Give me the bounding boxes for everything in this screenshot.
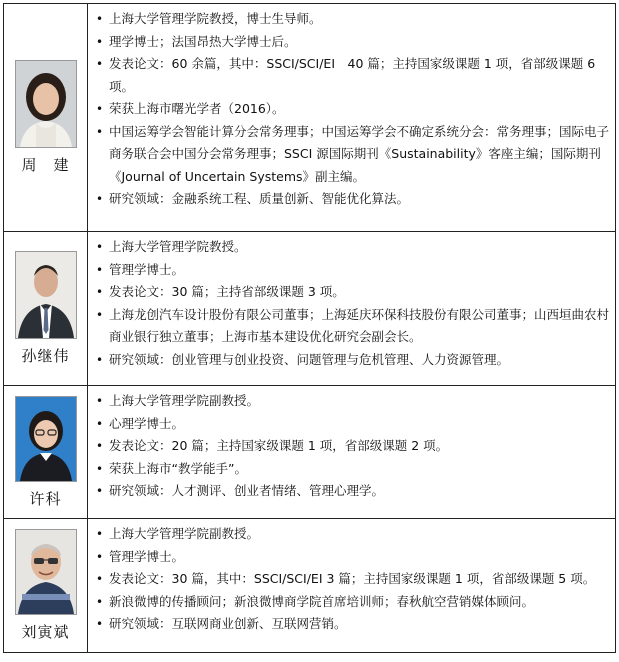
person-name: 周 建	[21, 156, 70, 174]
table-row	[4, 519, 616, 653]
list-item: • 发表论文：20 篇；主持国家级课题 1 项，省部级课题 2 项。	[96, 435, 609, 458]
photo-sun-jiwei	[15, 251, 77, 339]
list-item: • 上海龙创汽车设计股份有限公司董事；上海延庆环保科技股份有限公司董事；山西垣曲农村商业银行独立董事；上海市基本建设优化研究会副会长。	[96, 304, 609, 349]
portrait-woman-icon	[16, 61, 76, 147]
portrait-woman-glasses-icon	[16, 397, 76, 481]
profile-cell	[4, 4, 88, 232]
photo-xu-ke	[15, 396, 77, 482]
photo-zhou-jian	[15, 60, 77, 148]
profile-details	[88, 519, 616, 653]
list-item: • 上海大学管理学院教授，博士生导师。	[96, 8, 609, 31]
list-item: • 发表论文：60 余篇，其中：SSCI/SCI/EI 40 篇；主持国家级课题 1 项，省部级课题 6 项。	[96, 53, 609, 98]
list-item: • 研究领域：互联网商业创新、互联网营销。	[96, 613, 609, 636]
profile-details	[88, 4, 616, 232]
faculty-table-container	[3, 3, 616, 655]
list-item: • 心理学博士。	[96, 413, 609, 436]
list-item: • 上海大学管理学院副教授。	[96, 390, 609, 413]
profile-cell	[4, 519, 88, 653]
faculty-table	[3, 3, 616, 653]
detail-list	[88, 519, 615, 640]
list-item: • 理学博士；法国昂热大学博士后。	[96, 31, 609, 54]
profile-cell	[4, 232, 88, 386]
profile-details	[88, 386, 616, 519]
list-item: • 发表论文：30 篇；主持省部级课题 3 项。	[96, 281, 609, 304]
list-item: • 荣获上海市曙光学者（2016）。	[96, 98, 609, 121]
portrait-man-glasses-icon	[16, 530, 76, 614]
person-name: 孙继伟	[21, 347, 70, 365]
detail-list	[88, 232, 615, 375]
table-row	[4, 232, 616, 386]
profile-details	[88, 232, 616, 386]
list-item: • 新浪微博的传播顾问；新浪微博商学院首席培训师；春秋航空营销媒体顾问。	[96, 591, 609, 614]
list-item: • 管理学博士。	[96, 546, 609, 569]
list-item: • 研究领域：人才测评、创业者情绪、管理心理学。	[96, 480, 609, 503]
profile-cell	[4, 386, 88, 519]
list-item: • 上海大学管理学院教授。	[96, 236, 609, 259]
portrait-man-suit-icon	[16, 252, 76, 338]
detail-list	[88, 386, 615, 507]
table-row	[4, 4, 616, 232]
list-item: • 上海大学管理学院副教授。	[96, 523, 609, 546]
person-name: 刘寅斌	[21, 623, 70, 641]
list-item: • 研究领域：金融系统工程、质量创新、智能优化算法。	[96, 188, 609, 211]
table-row	[4, 386, 616, 519]
photo-liu-yinbin	[15, 529, 77, 615]
list-item: • 研究领域：创业管理与创业投资、问题管理与危机管理、人力资源管理。	[96, 349, 609, 372]
person-name: 许科	[29, 489, 62, 508]
list-item: • 荣获上海市“教学能手”。	[96, 458, 609, 481]
list-item: • 发表论文：30 篇，其中：SSCI/SCI/EI 3 篇；主持国家级课题 1 项，省部级课题 5 项。	[96, 568, 609, 591]
list-item: • 中国运筹学会智能计算分会常务理事；中国运筹学会不确定系统分会：常务理事；国际电子商务联合会中国分会常务理事；SSCI 源国际期刊《Sustainability》客座主编；国际期刊《Journal of Uncertain Systems》副主编。	[96, 121, 609, 189]
detail-list	[88, 4, 615, 215]
list-item: • 管理学博士。	[96, 259, 609, 282]
